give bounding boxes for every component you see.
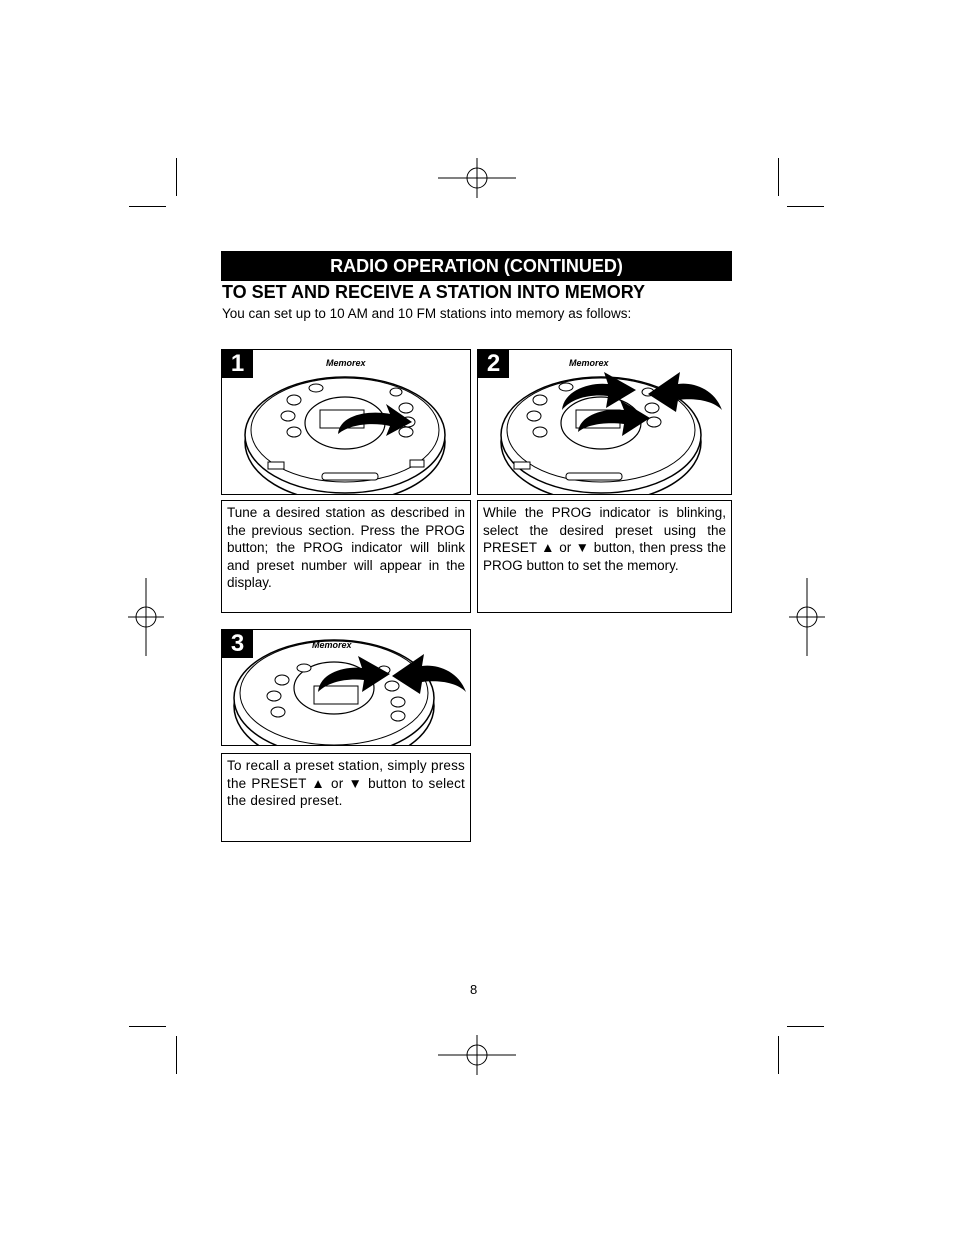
registration-mark-right — [789, 578, 825, 656]
step-1-illustration — [221, 349, 471, 495]
step-2-illustration — [477, 349, 732, 495]
cd-player-illustration — [478, 350, 732, 495]
step-2-text: While the PROG indicator is blinking, select the desired preset using the PRESET ▲ or ▼ button, then press the PROG button to set the memory. — [477, 500, 732, 613]
brand-logo: Memorex — [326, 358, 366, 368]
step-number: 3 — [222, 630, 253, 658]
step-number: 2 — [478, 350, 509, 378]
step-number: 1 — [222, 350, 253, 378]
page-number: 8 — [470, 982, 478, 997]
cd-player-illustration — [222, 350, 471, 495]
registration-mark-bottom — [438, 1035, 516, 1075]
step-3-illustration — [221, 629, 471, 746]
brand-logo: Memorex — [312, 640, 352, 650]
step-1-text: Tune a desired station as described in the previous section. Press the PROG button; the PROG indicator will blink and preset number will appear in the display. — [221, 500, 471, 613]
brand-logo: Memorex — [569, 358, 609, 368]
intro-text: You can set up to 10 AM and 10 FM stations into memory as follows: — [222, 306, 632, 321]
step-3-text: To recall a preset station, simply press the PRESET ▲ or ▼ button to select the desired preset. — [221, 753, 471, 842]
section-header-bar — [221, 251, 732, 281]
registration-mark-top — [438, 158, 516, 198]
section-header-title: RADIO OPERATION (CONTINUED) — [330, 255, 623, 276]
registration-mark-left — [128, 578, 164, 656]
page-title: TO SET AND RECEIVE A STATION INTO MEMORY — [222, 282, 646, 302]
